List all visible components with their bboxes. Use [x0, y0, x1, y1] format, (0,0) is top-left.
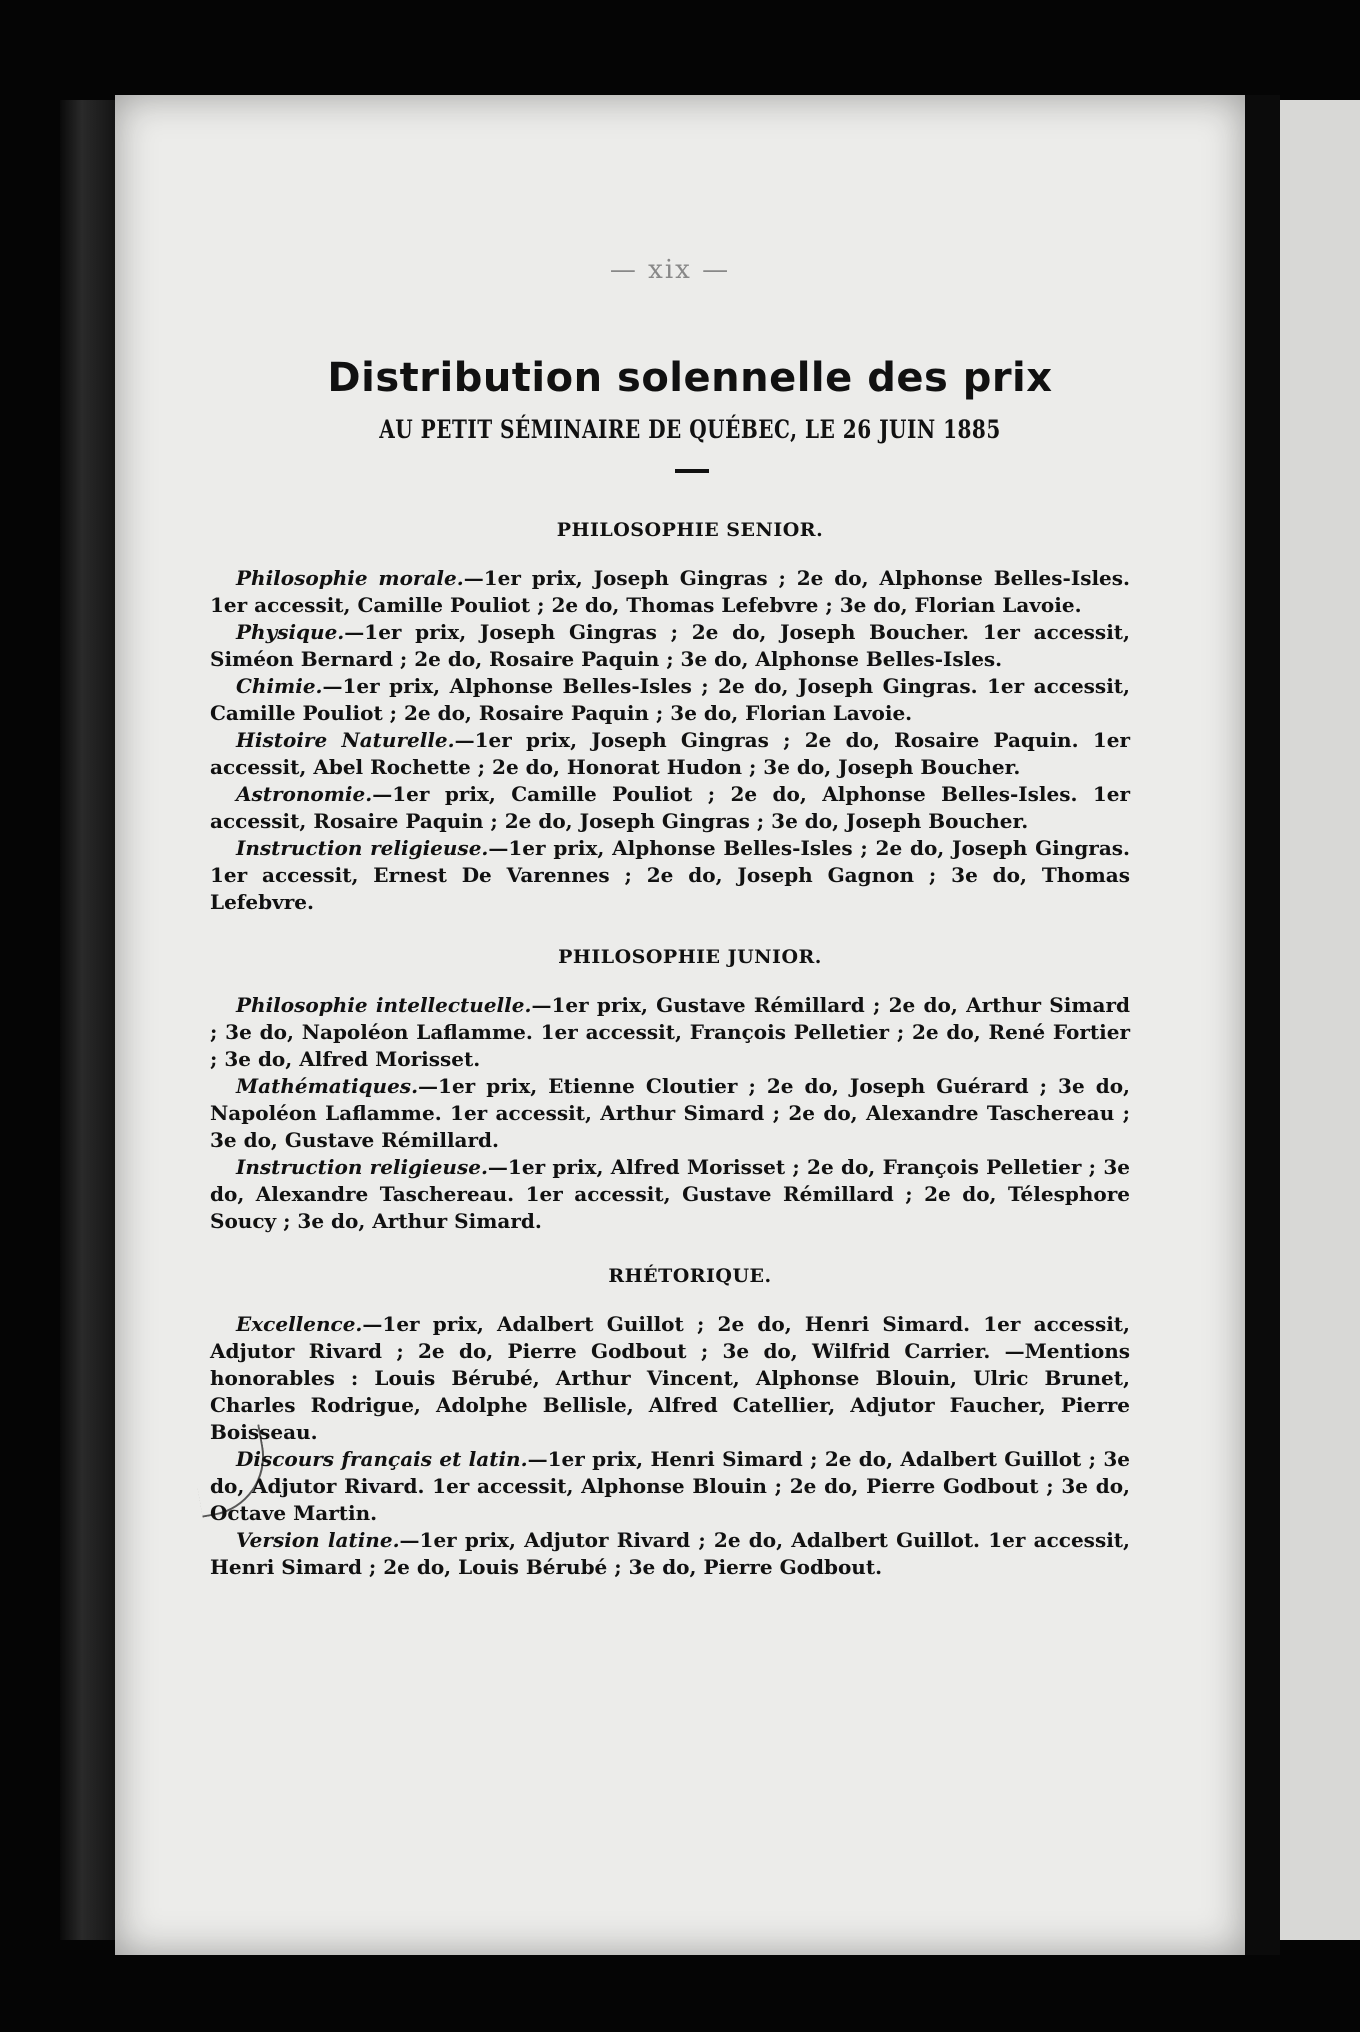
- entry-text: —1er prix, Henri Simard ; 2e do, Adalbert Guillot ; 3e do, Adjutor Rivard. 1er accessit, Alphonse Blouin ; 2e do, Pierre Godbout ; 3e do, Octave Martin.: [210, 1447, 1130, 1525]
- prize-entry: [210, 1311, 1130, 1446]
- entry-subject: Instruction religieuse.: [236, 1155, 488, 1179]
- entry-text: —1er prix, Joseph Gingras ; 2e do, Alphonse Belles-Isles. 1er accessit, Camille Pouliot ; 2e do, Thomas Lefebvre ; 3e do, Florian Lavoie.: [210, 566, 1131, 617]
- section-heading: PHILOSOPHIE SENIOR.: [556, 519, 824, 541]
- entry-subject: Instruction religieuse.: [236, 836, 489, 860]
- book-spine-edge: [60, 100, 115, 1940]
- entry-subject: Physique.: [236, 620, 345, 644]
- entry-text: —1er prix, Joseph Gingras ; 2e do, Joseph Boucher. 1er accessit, Siméon Bernard ; 2e do, Rosaire Paquin ; 3e do, Alphonse Belles-Isles.: [210, 620, 1130, 671]
- entry-text: —1er prix, Adalbert Guillot ; 2e do, Henri Simard. 1er accessit, Adjutor Rivard ; 2e do, Pierre Godbout ; 3e do, Wilfrid Carrier. —Mentions honorables : Louis Bérubé, Arthur Vincent, Alphonse Blouin, Ulric Brunet, Charles Rodrigue, Adolphe Bellisle, Alfred Catellier, Adjutor Faucher, Pierre Boisseau.: [210, 1312, 1130, 1444]
- prize-entry: [210, 619, 1130, 673]
- page-subtitle: AU PETIT SÉMINAIRE DE QUÉBEC, LE 26 JUIN 1885: [379, 414, 1001, 444]
- prize-entry: [210, 1527, 1130, 1581]
- prize-entry: [210, 1073, 1130, 1154]
- prize-entry: [210, 1154, 1130, 1235]
- page-gutter: [1245, 95, 1280, 1955]
- entry-subject: Chimie.: [236, 674, 323, 698]
- entry-text: —1er prix, Alphonse Belles-Isles ; 2e do, Joseph Gingras. 1er accessit, Camille Pouliot ; 2e do, Rosaire Paquin ; 3e do, Florian Lavoie.: [210, 674, 1130, 725]
- entry-text: —1er prix, Camille Pouliot ; 2e do, Alphonse Belles-Isles. 1er accessit, Rosaire Paquin ; 2e do, Joseph Gingras ; 3e do, Joseph Boucher.: [210, 782, 1130, 833]
- entry-subject: Excellence.: [236, 1312, 363, 1336]
- section-heading: PHILOSOPHIE JUNIOR.: [558, 946, 822, 968]
- entry-subject: Version latine.: [236, 1528, 400, 1552]
- entry-text: —1er prix, Adjutor Rivard ; 2e do, Adalbert Guillot. 1er accessit, Henri Simard ; 2e do, Louis Bérubé ; 3e do, Pierre Godbout.: [210, 1528, 1131, 1579]
- prize-entry: [210, 992, 1130, 1073]
- prize-entry: [210, 727, 1130, 781]
- prize-entry: [210, 1446, 1130, 1527]
- section-heading: RHÉTORIQUE.: [608, 1265, 772, 1287]
- entry-text: —1er prix, Alfred Morisset ; 2e do, François Pelletier ; 3e do, Alexandre Taschereau. 1er accessit, Gustave Rémillard ; 2e do, Télesphore Soucy ; 3e do, Arthur Simard.: [210, 1155, 1130, 1233]
- facing-page-edge: [1280, 100, 1360, 1940]
- prize-entry: [210, 565, 1130, 619]
- entry-subject: Philosophie morale.: [236, 566, 464, 590]
- entry-text: —1er prix, Alphonse Belles-Isles ; 2e do, Joseph Gingras. 1er accessit, Ernest De Varennes ; 2e do, Joseph Gagnon ; 3e do, Thomas Lefebvre.: [210, 836, 1130, 914]
- page-number: — xix —: [609, 255, 731, 285]
- entry-text: —1er prix, Etienne Cloutier ; 2e do, Joseph Guérard ; 3e do, Napoléon Laflamme. 1er accessit, Arthur Simard ; 2e do, Alexandre Taschereau ; 3e do, Gustave Rémillard.: [210, 1074, 1130, 1152]
- entry-subject: Astronomie.: [236, 782, 373, 806]
- page-title: Distribution solennelle des prix: [327, 355, 1053, 401]
- prize-entry: [210, 673, 1130, 727]
- page-content: [210, 255, 1130, 1581]
- title-rule: [675, 469, 709, 473]
- entry-text: —1er prix, Joseph Gingras ; 2e do, Rosaire Paquin. 1er accessit, Abel Rochette ; 2e do, Honorat Hudon ; 3e do, Joseph Boucher.: [210, 728, 1130, 779]
- entry-subject: Mathématiques.: [236, 1074, 419, 1098]
- prize-entry: [210, 835, 1130, 916]
- entry-text: —1er prix, Gustave Rémillard ; 2e do, Arthur Simard ; 3e do, Napoléon Laflamme. 1er accessit, François Pelletier ; 2e do, René Fortier ; 3e do, Alfred Morisset.: [210, 993, 1130, 1071]
- entry-subject: Histoire Naturelle.: [236, 728, 455, 752]
- entry-subject: Philosophie intellectuelle.: [236, 993, 532, 1017]
- prize-entry: [210, 781, 1130, 835]
- entry-subject: Discours français et latin.: [236, 1447, 528, 1471]
